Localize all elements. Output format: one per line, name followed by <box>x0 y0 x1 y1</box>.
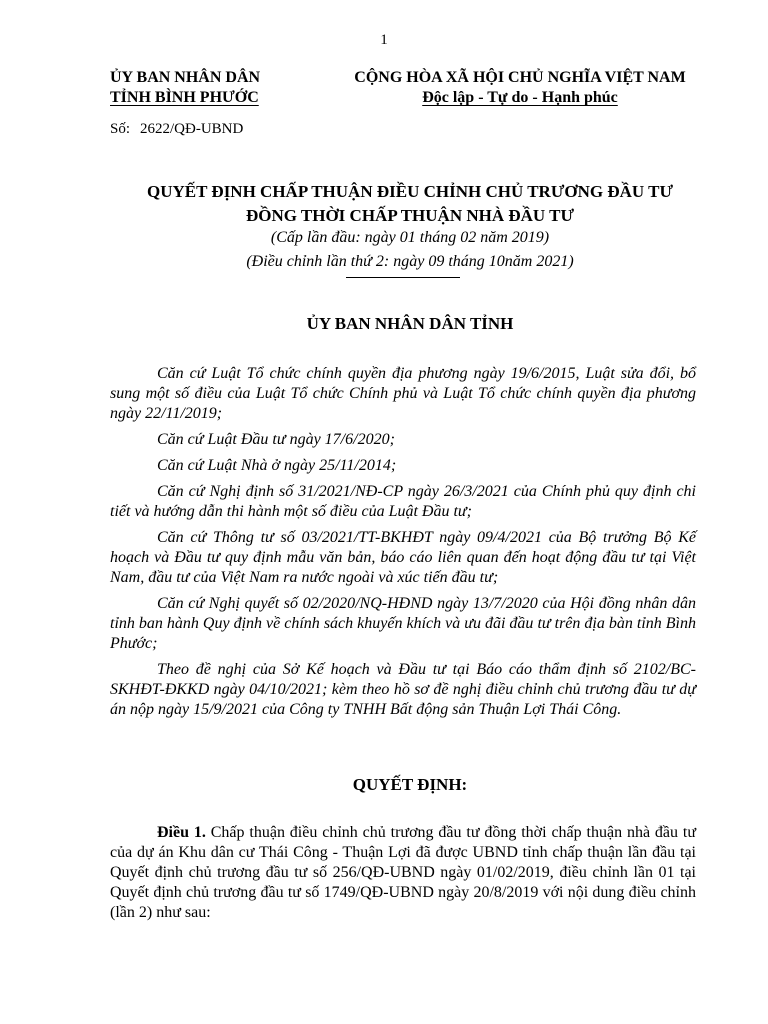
legal-basis-item: Căn cứ Luật Đầu tư ngày 17/6/2020; <box>157 431 395 448</box>
issuing-authority-line2: TỈNH BÌNH PHƯỚC <box>110 89 259 106</box>
legal-basis-item: Căn cứ Luật Tổ chức chính quyền địa phương ngày 19/6/2015, Luật sửa đổi, bổ sung một số điều của Luật Tổ chức Chính phủ và Luật Tổ chức chính quyền địa phương ngày 22/11/2019; <box>110 365 696 422</box>
legal-basis-item: Căn cứ Nghị định số 31/2021/NĐ-CP ngày 26/3/2021 của Chính phủ quy định chi tiết và hướng dẫn thi hành một số điều của Luật Đầu tư; <box>110 483 696 520</box>
legal-basis <box>110 364 696 726</box>
national-motto <box>345 68 695 108</box>
document-number <box>110 121 243 138</box>
document-title <box>60 180 760 228</box>
document-number-value: 2622/QĐ-UBND <box>140 121 244 137</box>
article-1-label: Điều 1. <box>157 824 206 841</box>
legal-basis-item: Căn cứ Thông tư số 03/2021/TT-BKHĐT ngày 09/4/2021 của Bộ trưởng Bộ Kế hoạch và Đầu tư quy định mẫu văn bản, báo cáo liên quan đến hoạt động đầu tư tại Việt Nam, đầu tư của Việt Nam ra nước ngoài và xúc tiến đầu tư; <box>110 529 696 586</box>
article-1 <box>110 823 696 923</box>
article-1-text: Chấp thuận điều chỉnh chủ trương đầu tư đồng thời chấp thuận nhà đầu tư của dự án Khu dân cư Thái Công - Thuận Lợi đã được UBND tỉnh chấp thuận lần đầu tại Quyết định chủ trương đầu tư số 256/QĐ-UBND ngày 01/02/2019, điều chỉnh lần 01 tại Quyết định chủ trương đầu tư số 1749/QĐ-UBND ngày 20/8/2019 với nội dung điều chỉnh (lần 2) như sau: <box>110 824 697 921</box>
legal-basis-item: Căn cứ Luật Nhà ở ngày 25/11/2014; <box>157 457 397 474</box>
issue-date-note: (Cấp lần đầu: ngày 01 tháng 02 năm 2019) <box>270 229 550 246</box>
issuing-authority-line1: ỦY BAN NHÂN DÂN <box>110 69 261 86</box>
national-name: CỘNG HÒA XÃ HỘI CHỦ NGHĨA VIỆT NAM <box>354 69 686 86</box>
document-number-label: Số: <box>110 121 131 137</box>
issuing-authority <box>110 68 260 108</box>
legal-basis-item: Theo đề nghị của Sở Kế hoạch và Đầu tư tại Báo cáo thẩm định số 2102/BC-SKHĐT-ĐKKD ngày 04/10/2021; kèm theo hồ sơ đề nghị điều chỉnh chủ trương đầu tư dự án nộp ngày 15/9/2021 của Công ty TNHH Bất động sản Thuận Lợi Thái Công. <box>110 661 696 718</box>
national-motto-line: Độc lập - Tự do - Hạnh phúc <box>422 89 618 106</box>
legal-basis-item: Căn cứ Nghị quyết số 02/2020/NQ-HĐND ngày 13/7/2020 của Hội đồng nhân dân tỉnh ban hành Quy định về chính sách khuyến khích và ưu đãi đầu tư trên địa bàn tỉnh Bình Phước; <box>110 595 696 652</box>
document-title-line2: ĐỒNG THỜI CHẤP THUẬN NHÀ ĐẦU TƯ <box>245 206 575 225</box>
amendment-date-note: (Điều chỉnh lần thứ 2: ngày 09 tháng 10năm 2021) <box>246 253 574 270</box>
title-divider <box>346 277 460 278</box>
page-number: 1 <box>380 32 388 48</box>
document-title-line1: QUYẾT ĐỊNH CHẤP THUẬN ĐIỀU CHỈNH CHỦ TRƯƠNG ĐẦU TƯ <box>147 182 673 201</box>
authority-heading: ỦY BAN NHÂN DÂN TỈNH <box>306 314 514 333</box>
decision-heading: QUYẾT ĐỊNH: <box>352 775 468 794</box>
